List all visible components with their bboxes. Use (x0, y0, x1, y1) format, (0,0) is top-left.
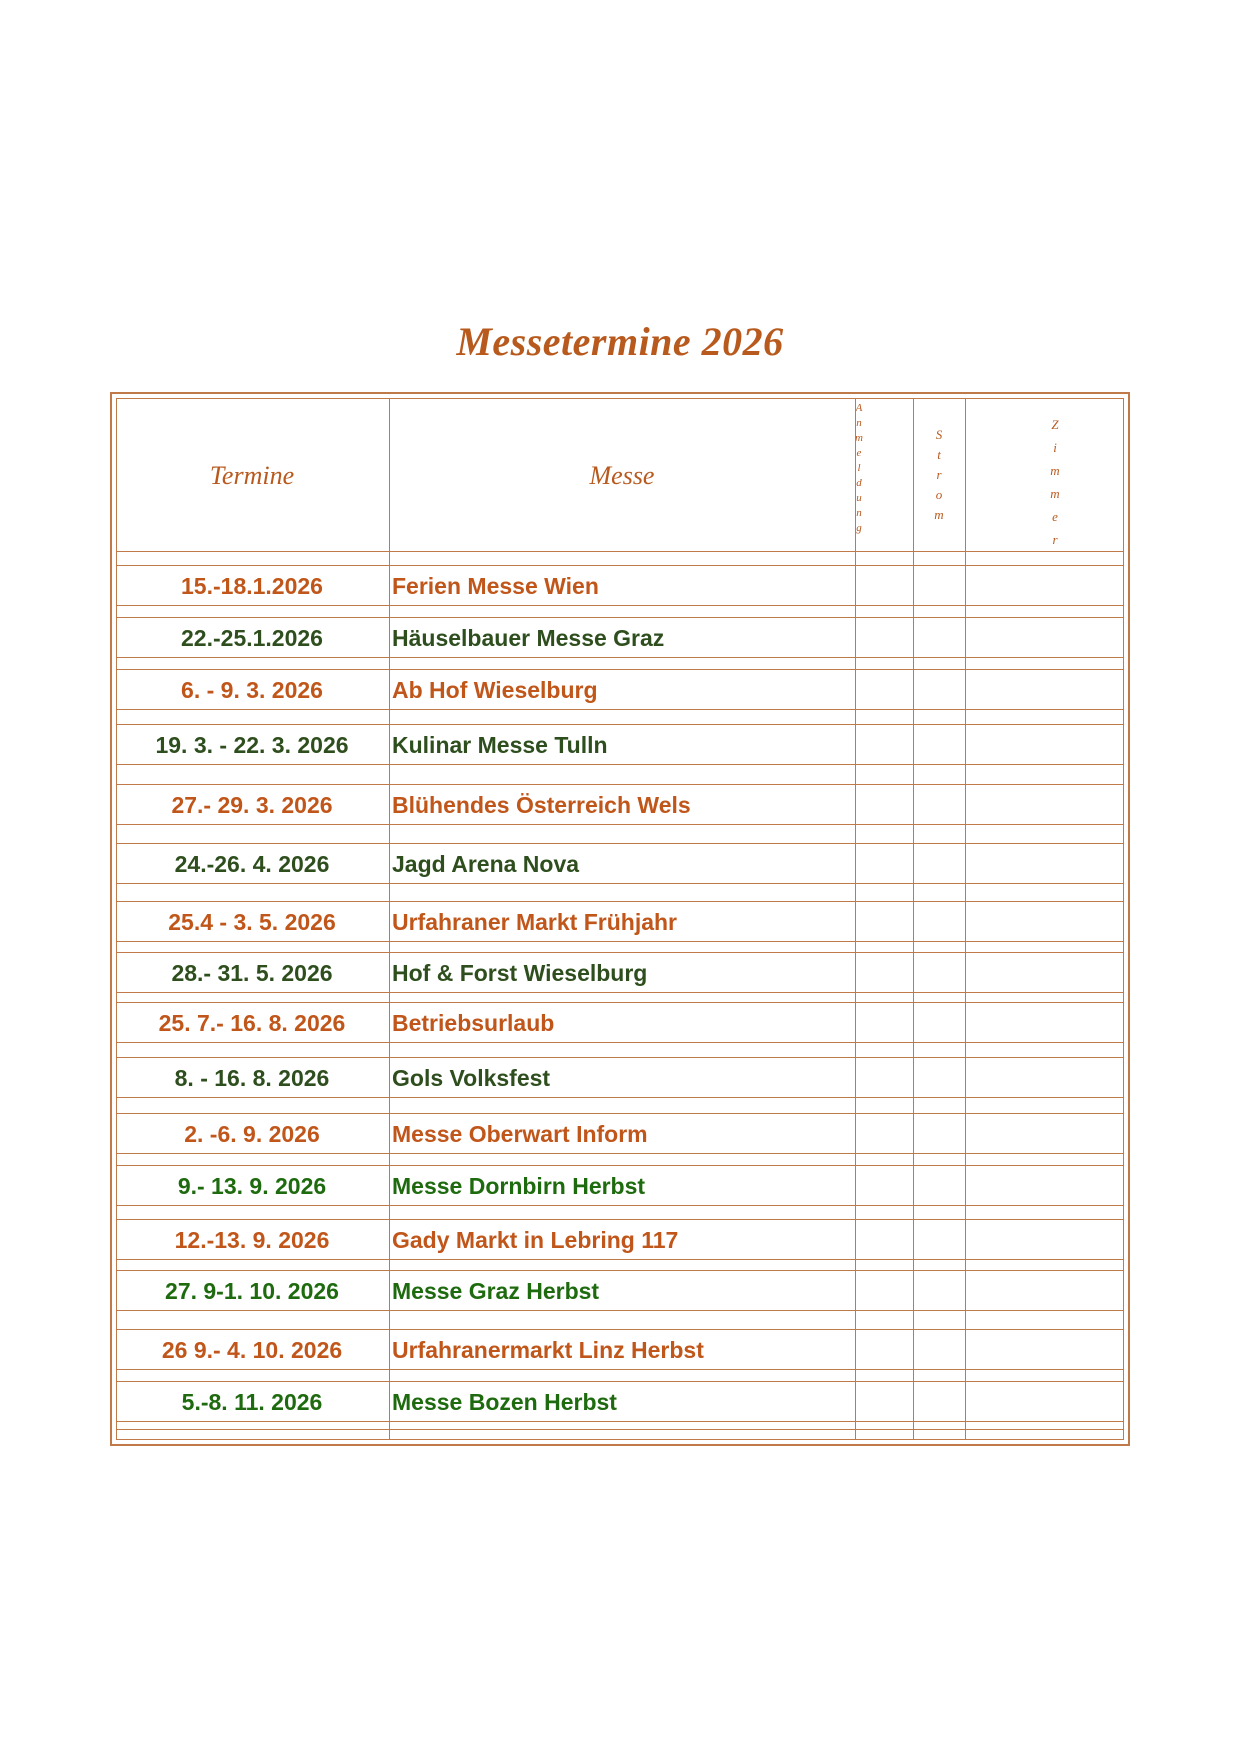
row-date: 9.- 13. 9. 2026 (177, 1173, 327, 1199)
row-divider (117, 551, 1123, 552)
row-divider (117, 1369, 1123, 1370)
header-termine: Termine (209, 461, 295, 490)
row-event-name: Betriebsurlaub (392, 1010, 555, 1036)
row-divider (117, 1219, 1123, 1220)
table-row (117, 1221, 1123, 1259)
row-divider (117, 1113, 1123, 1114)
header-letter: n (856, 507, 862, 519)
table-row (117, 619, 1123, 657)
header-letter: e (1052, 509, 1058, 524)
row-divider (117, 1259, 1123, 1260)
header-letter: i (1053, 440, 1057, 455)
row-divider (117, 784, 1123, 785)
header-messe: Messe (589, 461, 655, 490)
row-event-name: Messe Dornbirn Herbst (392, 1173, 646, 1199)
table-row (117, 726, 1123, 764)
row-divider (117, 605, 1123, 606)
row-divider (117, 1153, 1123, 1154)
row-divider (117, 617, 1123, 618)
header-letter: l (857, 462, 861, 474)
row-divider (117, 1165, 1123, 1166)
row-date: 24.-26. 4. 2026 (174, 851, 330, 877)
header-letter: r (936, 467, 942, 482)
row-divider (117, 565, 1123, 566)
row-divider (117, 1421, 1123, 1422)
page-title: Messetermine 2026 (456, 319, 784, 364)
table-row (117, 1383, 1123, 1421)
table-row (117, 671, 1123, 709)
row-divider (117, 901, 1123, 902)
header-letter: m (1050, 463, 1060, 478)
header-zimmer (1045, 413, 1065, 551)
row-event-name: Häuselbauer Messe Graz (392, 625, 665, 651)
row-divider (117, 724, 1123, 725)
header-letter: m (1050, 486, 1060, 501)
row-date: 27.- 29. 3. 2026 (171, 792, 333, 818)
row-divider (117, 1310, 1123, 1311)
row-divider (117, 1042, 1123, 1043)
row-divider (117, 1002, 1123, 1003)
row-date: 25.4 - 3. 5. 2026 (168, 909, 336, 935)
row-date: 6. - 9. 3. 2026 (181, 677, 323, 703)
header-letter: Z (1051, 417, 1059, 432)
row-divider (117, 843, 1123, 844)
row-date: 12.-13. 9. 2026 (174, 1227, 330, 1253)
row-event-name: Hof & Forst Wieselburg (392, 960, 648, 986)
header-letter: r (1052, 532, 1058, 547)
row-date: 22.-25.1.2026 (181, 625, 323, 651)
table-row (117, 954, 1123, 992)
row-date: 27. 9-1. 10. 2026 (165, 1278, 339, 1304)
row-divider (117, 992, 1123, 993)
table-row (117, 567, 1123, 605)
row-event-name: Gols Volksfest (392, 1065, 551, 1091)
row-divider (117, 883, 1123, 884)
row-divider (117, 764, 1123, 765)
row-divider (117, 657, 1123, 658)
row-event-name: Urfahraner Markt Frühjahr (392, 909, 678, 935)
row-divider (117, 1429, 1123, 1430)
table-row (117, 786, 1123, 824)
row-divider (117, 941, 1123, 942)
schedule-table (110, 392, 1130, 1446)
row-date: 2. -6. 9. 2026 (184, 1121, 320, 1147)
table-row (117, 903, 1123, 941)
header-letter: S (935, 427, 943, 442)
row-divider (117, 824, 1123, 825)
row-divider (117, 1057, 1123, 1058)
header-letter: m (855, 432, 863, 444)
row-event-name: Messe Oberwart Inform (392, 1121, 648, 1147)
row-date: 25. 7.- 16. 8. 2026 (158, 1010, 346, 1036)
row-divider (117, 1381, 1123, 1382)
row-divider (117, 1097, 1123, 1098)
row-event-name: Urfahranermarkt Linz Herbst (392, 1337, 704, 1363)
row-event-name: Ab Hof Wieselburg (392, 677, 598, 703)
row-divider (117, 709, 1123, 710)
table-row (117, 845, 1123, 883)
header-letter: u (856, 492, 862, 504)
table-row (117, 1167, 1123, 1205)
table-inner-frame (116, 398, 1124, 1440)
row-divider (117, 1270, 1123, 1271)
header-strom (929, 425, 949, 525)
header-letter: g (856, 522, 862, 534)
row-event-name: Gady Markt in Lebring 117 (392, 1227, 679, 1253)
header-letter: o (935, 487, 943, 502)
row-date: 19. 3. - 22. 3. 2026 (155, 732, 349, 758)
header-letter: d (856, 477, 862, 489)
header-letter: n (856, 417, 862, 429)
row-date: 5.-8. 11. 2026 (181, 1389, 323, 1415)
row-event-name: Messe Bozen Herbst (392, 1389, 617, 1415)
header-letter: e (856, 447, 862, 459)
row-date: 15.-18.1.2026 (181, 573, 323, 599)
table-row (117, 1331, 1123, 1369)
table-row (117, 1115, 1123, 1153)
row-date: 28.- 31. 5. 2026 (171, 960, 333, 986)
header-letter: A (855, 402, 863, 414)
row-event-name: Blühendes Österreich Wels (392, 792, 691, 818)
header-letter: t (937, 447, 941, 462)
row-divider (117, 952, 1123, 953)
row-event-name: Jagd Arena Nova (392, 851, 580, 877)
row-divider (117, 1205, 1123, 1206)
row-date: 26 9.- 4. 10. 2026 (161, 1337, 343, 1363)
row-event-name: Messe Graz Herbst (392, 1278, 600, 1304)
row-divider (117, 1329, 1123, 1330)
row-divider (117, 669, 1123, 670)
row-event-name: Kulinar Messe Tulln (392, 732, 608, 758)
row-date: 8. - 16. 8. 2026 (174, 1065, 330, 1091)
table-row (117, 1059, 1123, 1097)
table-row (117, 1272, 1123, 1310)
row-event-name: Ferien Messe Wien (392, 573, 599, 599)
header-anmeldung (849, 401, 869, 536)
header-letter: m (934, 507, 944, 522)
table-row (117, 1004, 1123, 1042)
